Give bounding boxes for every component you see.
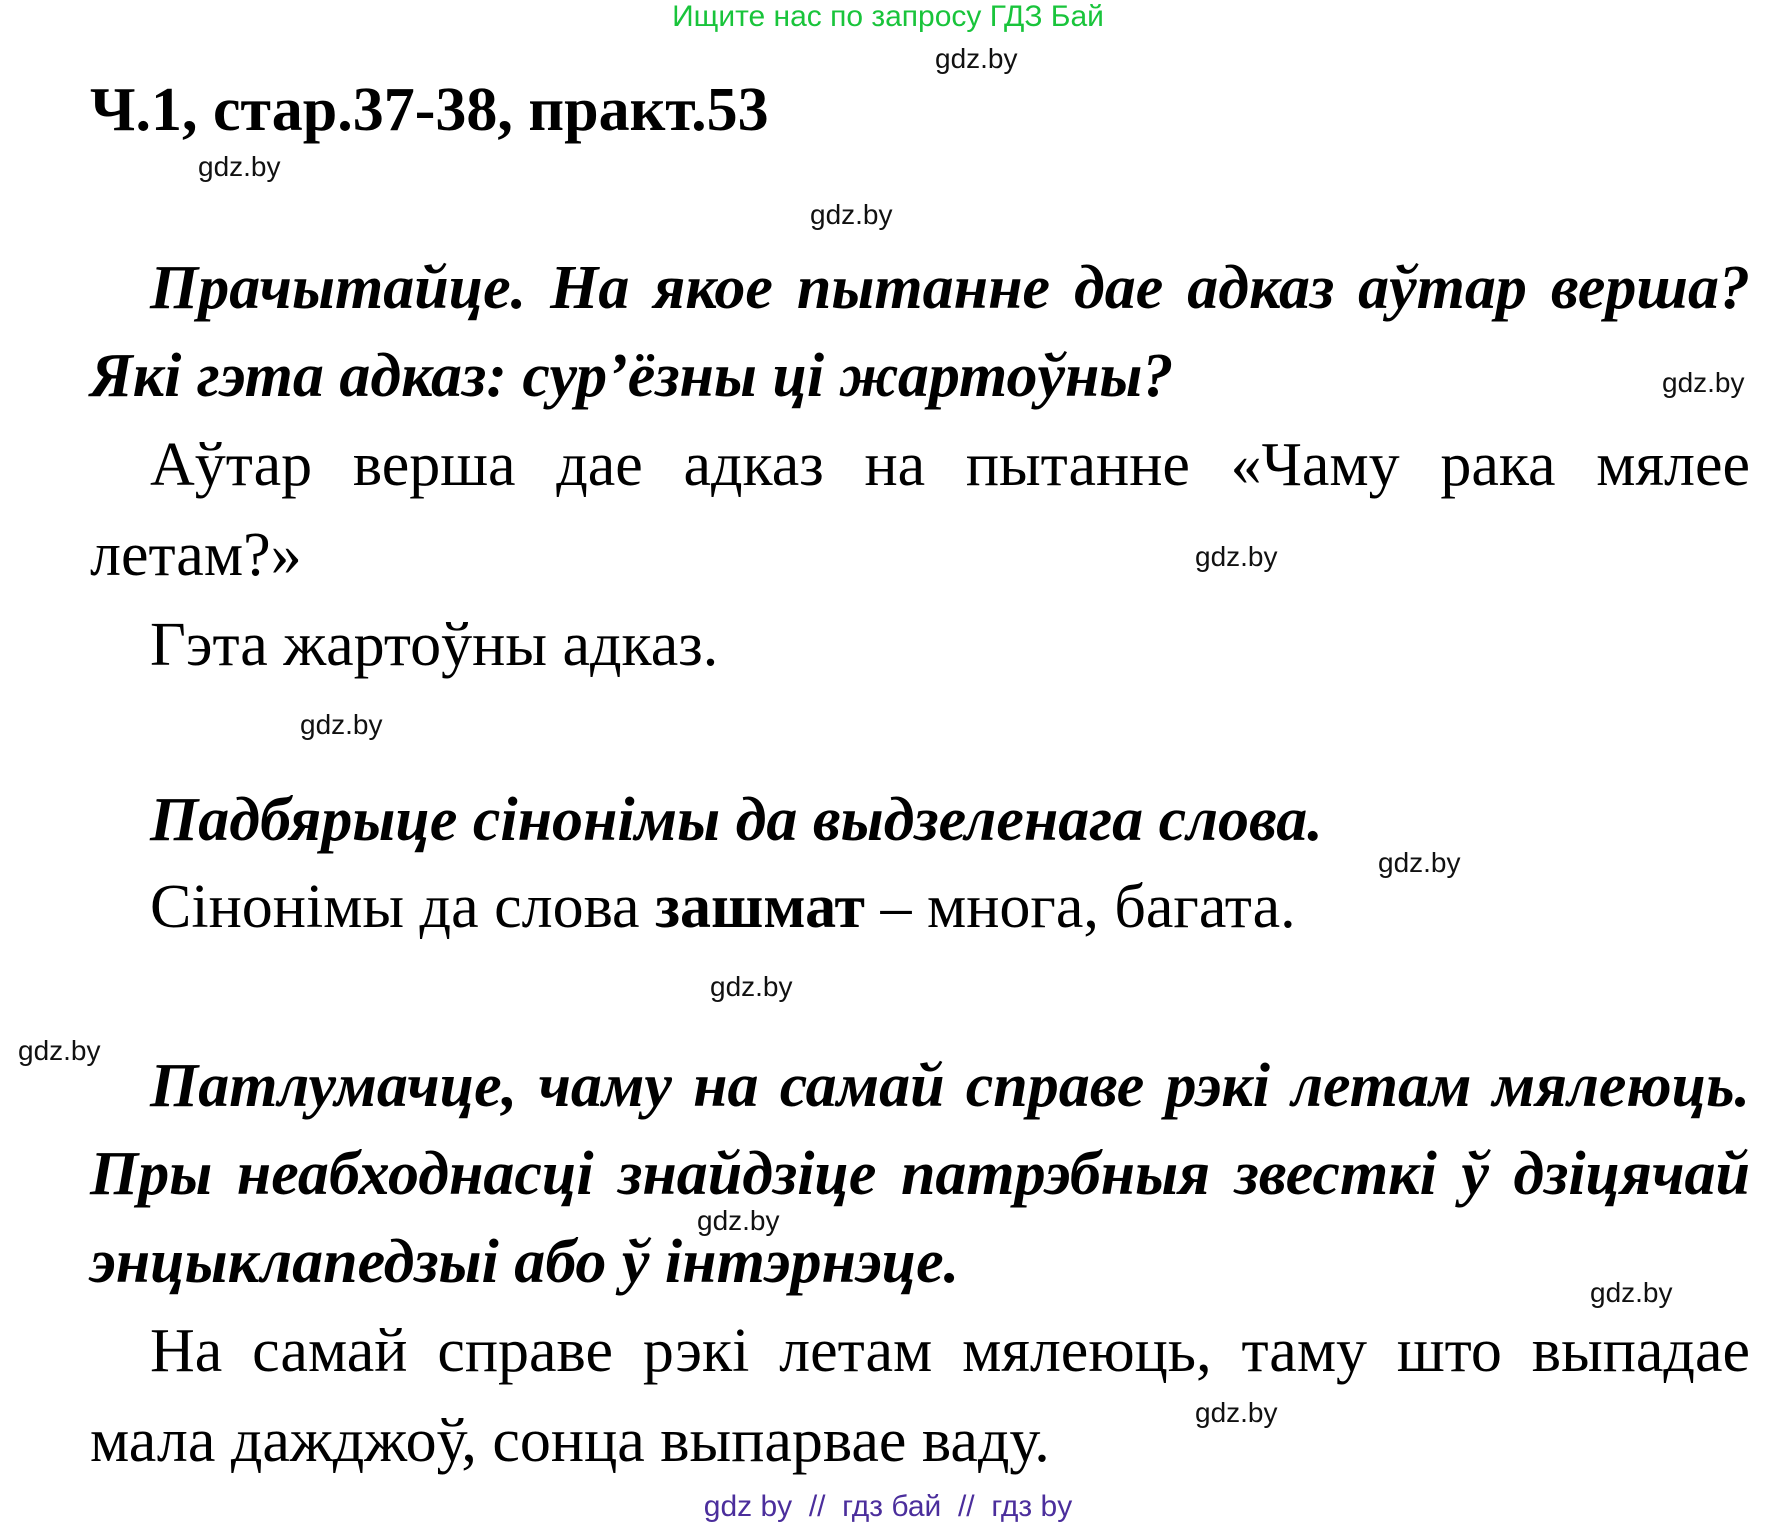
watermark: gdz.by [810,199,893,230]
watermark: gdz.by [935,43,1018,74]
watermark: gdz.by [697,1205,780,1236]
task2-answer [150,862,1296,952]
task3-question: Патлумачце, чаму на самай справе рэкі летам мялеюць. Пры неабходнасці знайдзіце патрэбныя звесткі ў дзіцячай энцыклапедзыі або ў інтэрнэце. [90,1052,1750,1296]
task1-answer-1: Аўтар верша дае адказ на пытанне «Чаму рака мялее летам?» [90,431,1750,589]
watermark: gdz.by [1195,541,1278,572]
task2-question: Падбярыце сінонімы да выдзеленага слова. [150,786,1323,854]
task2-answer-suffix: – многа, багата. [864,873,1296,941]
task1-answer-2: Гэта жартоўны адказ. [150,611,719,679]
footer-links: gdz by // гдз бай // гдз by [703,1490,1073,1523]
watermark: gdz.by [198,151,281,182]
search-banner: Ищите нас по запросу ГДЗ Бай [672,0,1104,33]
page-title: Ч.1, стар.37-38, практ.53 [90,76,769,144]
watermark: gdz.by [710,971,793,1002]
task3-answer: На самай справе рэкі летам мялеюць, таму што выпадае мала дажджоў, сонца выпарвае ваду. [90,1317,1750,1475]
watermark: gdz.by [1590,1277,1673,1308]
task2-answer-prefix: Сінонімы да слова [150,873,656,941]
task1-question: Прачытайце. На якое пытанне дае адказ аўтар верша? Які гэта адказ: сур’ёзны ці жартоўны? [90,254,1750,410]
watermark: gdz.by [18,1035,101,1066]
watermark: gdz.by [1662,367,1745,398]
watermark: gdz.by [1195,1397,1278,1428]
highlighted-word: зашмат [655,873,865,941]
watermark: gdz.by [300,709,383,740]
watermark: gdz.by [1378,847,1461,878]
